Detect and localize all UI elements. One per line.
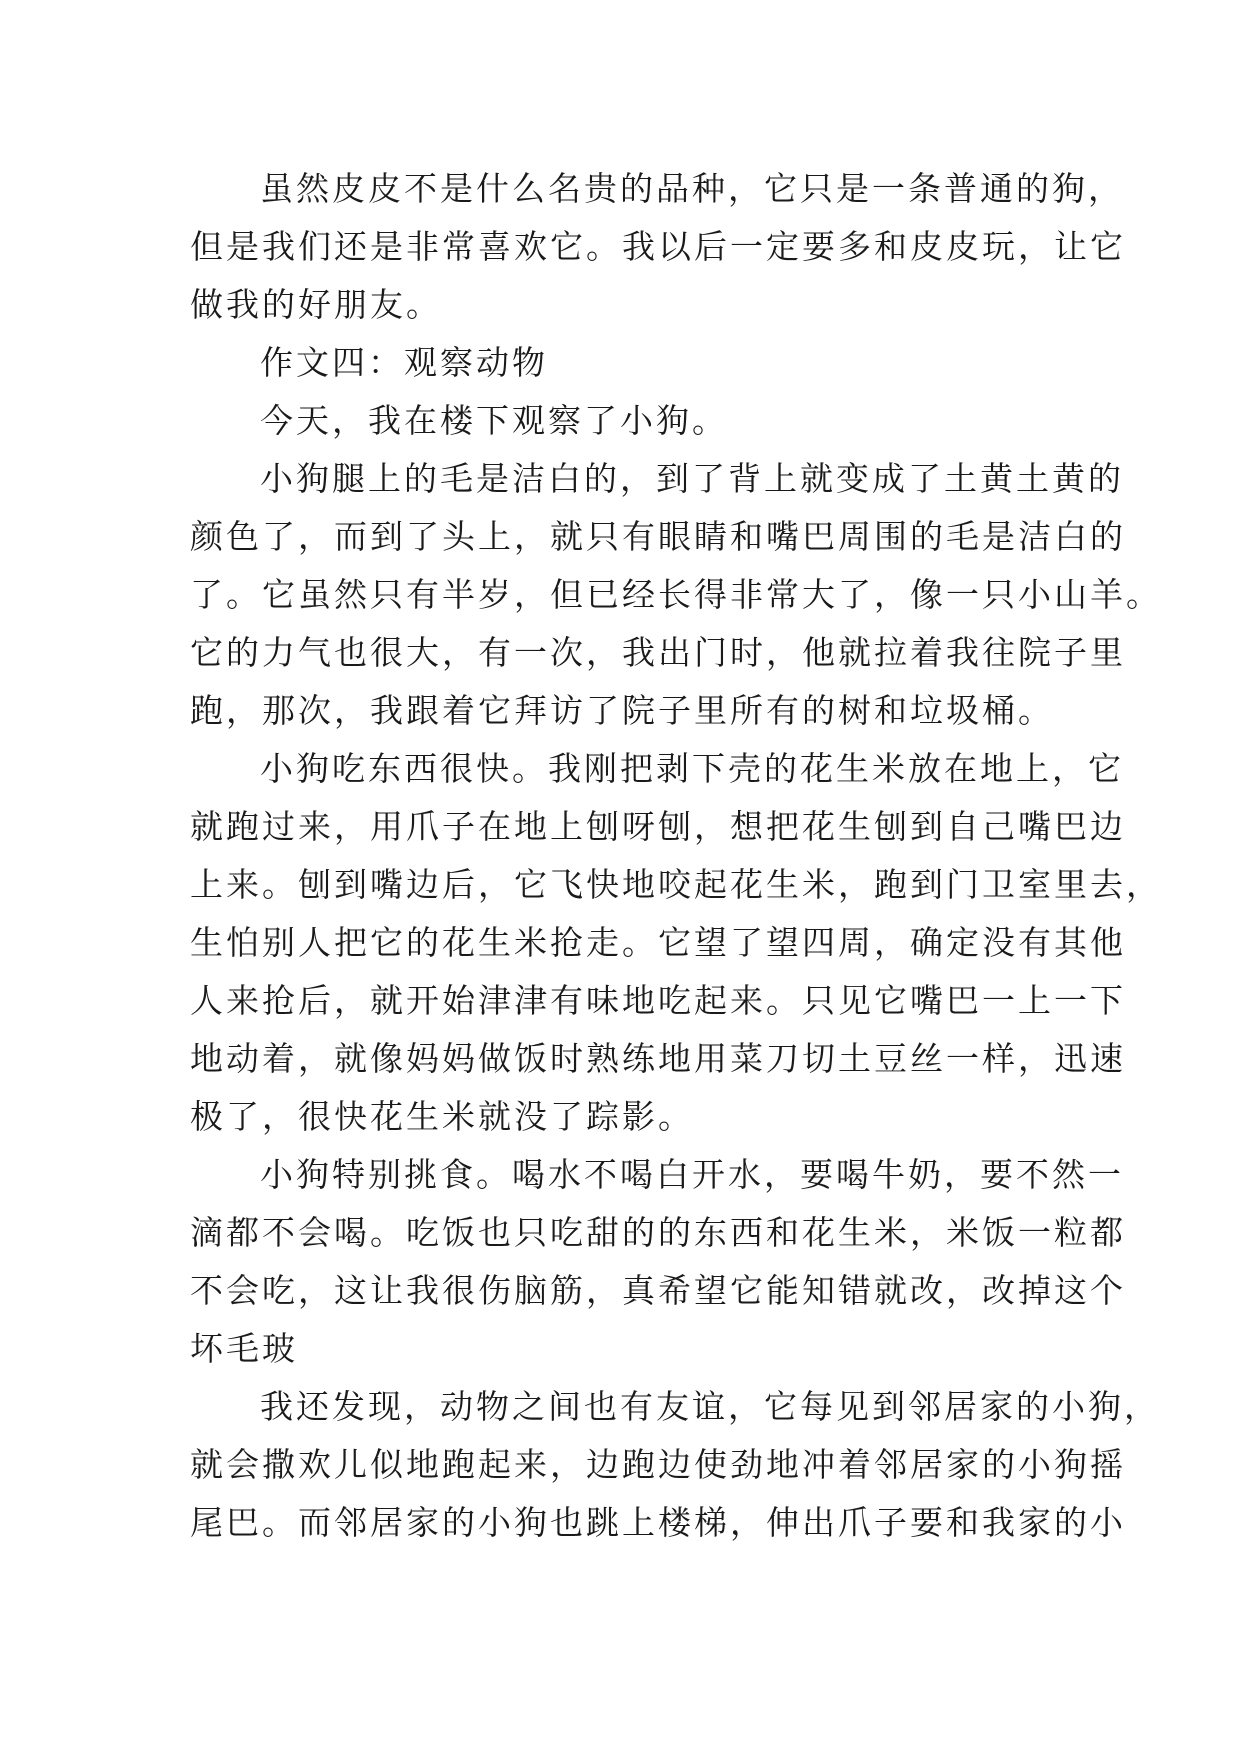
document-body (190, 160, 1162, 1552)
text-line: 做我的好朋友。 (190, 285, 442, 324)
text-line: 了。它虽然只有半岁，但已经长得非常大了，像一只小山羊。 (190, 575, 1162, 614)
text-line: 但是我们还是非常喜欢它。我以后一定要多和皮皮玩，让它 (190, 227, 1126, 266)
text-line: 颜色了，而到了头上，就只有眼睛和嘴巴周围的毛是洁白的 (190, 517, 1126, 556)
text-line: 上来。刨到嘴边后，它飞快地咬起花生米，跑到门卫室里去， (190, 865, 1162, 904)
text-line: 跑，那次，我跟着它拜访了院子里所有的树和垃圾桶。 (190, 691, 1054, 730)
text-line: 今天，我在楼下观察了小狗。 (260, 401, 728, 440)
text-line: 地动着，就像妈妈做饭时熟练地用菜刀切土豆丝一样，迅速 (190, 1039, 1126, 1078)
text-line: 坏毛玻 (190, 1329, 298, 1368)
text-line: 它的力气也很大，有一次，我出门时，他就拉着我往院子里 (190, 633, 1126, 672)
text-line: 生怕别人把它的花生米抢走。它望了望四周，确定没有其他 (190, 923, 1126, 962)
section-heading: 作文四：观察动物 (260, 343, 548, 382)
text-line: 人来抢后，就开始津津有味地吃起来。只见它嘴巴一上一下 (190, 981, 1126, 1020)
text-line: 尾巴。而邻居家的小狗也跳上楼梯，伸出爪子要和我家的小 (190, 1503, 1126, 1542)
text-line: 小狗吃东西很快。我刚把剥下壳的花生米放在地上，它 (260, 749, 1124, 788)
text-line: 滴都不会喝。吃饭也只吃甜的的东西和花生米，米饭一粒都 (190, 1213, 1126, 1252)
text-line: 虽然皮皮不是什么名贵的品种，它只是一条普通的狗， (260, 169, 1124, 208)
text-line: 就会撒欢儿似地跑起来，边跑边使劲地冲着邻居家的小狗摇 (190, 1445, 1126, 1484)
text-line: 我还发现，动物之间也有友谊，它每见到邻居家的小狗， (260, 1387, 1160, 1426)
text-line: 就跑过来，用爪子在地上刨呀刨，想把花生刨到自己嘴巴边 (190, 807, 1126, 846)
text-line: 不会吃，这让我很伤脑筋，真希望它能知错就改，改掉这个 (190, 1271, 1126, 1310)
text-line: 小狗腿上的毛是洁白的，到了背上就变成了土黄土黄的 (260, 459, 1124, 498)
text-line: 极了，很快花生米就没了踪影。 (190, 1097, 694, 1136)
text-line: 小狗特别挑食。喝水不喝白开水，要喝牛奶，要不然一 (260, 1155, 1124, 1194)
